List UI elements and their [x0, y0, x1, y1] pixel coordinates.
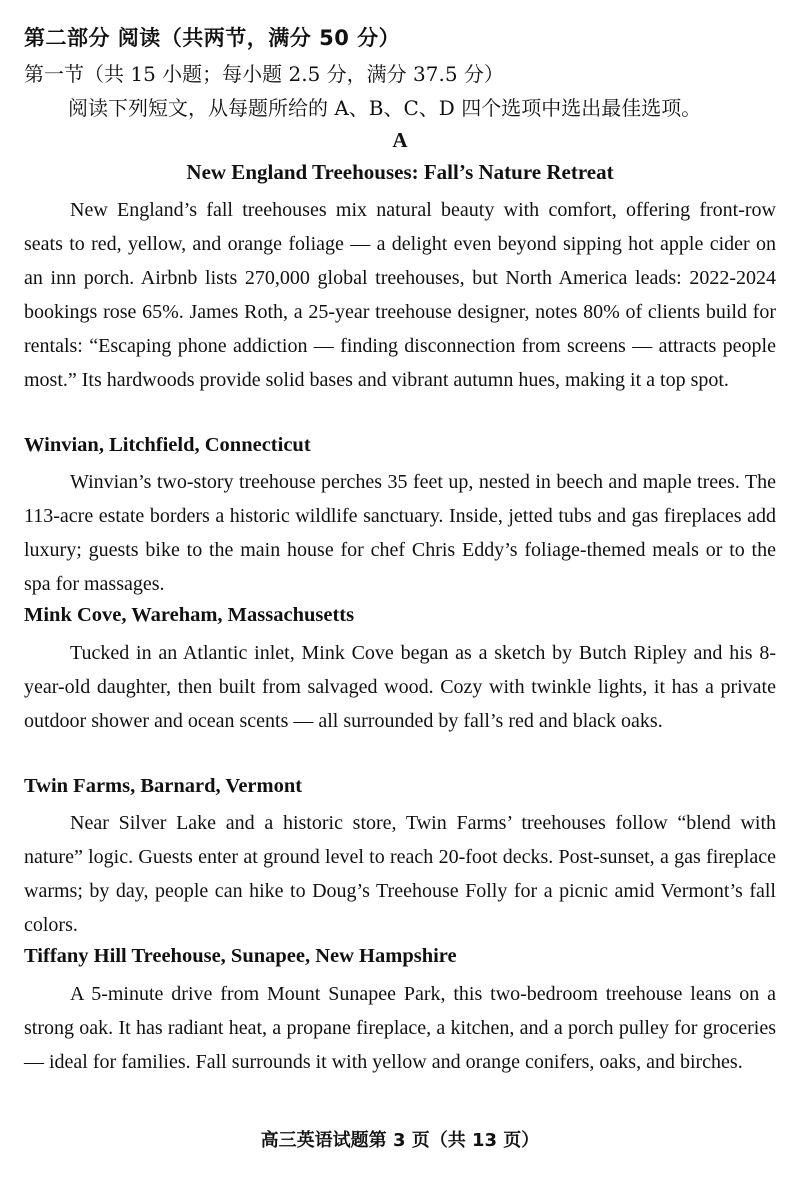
intro-paragraph: New England’s fall treehouses mix natural beauty with comfort, offering front-row seats to red, yellow, and orange foliage — a delight even beyond sipping hot apple cider on an inn porch. Airbnb lists 270,000 global treehouses, but North America leads: 2022-2024 bookings rose 65%. James Roth, a 25-year treehouse designer, notes 80% of clients build for rentals: “Escaping phone addiction — finding disconnection from screens — attracts people most.” Its hardwoods provide solid bases and vibrant autumn hues, making it a top spot. [24, 199, 776, 391]
instruction-text: 阅读下列短文，从每题所给的 A、B、C、D 四个选项中选出最佳选项。 [68, 96, 702, 120]
section-paragraph-mink-cove: Tucked in an Atlantic inlet, Mink Cove began as a sketch by Butch Ripley and his 8-year-old daughter, then built from salvaged wood. Cozy with twinkle lights, it has a private outdoor shower and ocean scents — all surrounded by fall’s red and black oaks. [24, 642, 776, 732]
passage-title: New England Treehouses: Fall’s Nature Retreat [186, 160, 614, 184]
intro-paragraph-block [24, 193, 776, 397]
section-text-block-mink-cove [24, 636, 776, 738]
section-heading-tiffany-hill: Tiffany Hill Treehouse, Sunapee, New Hampshire [24, 945, 457, 967]
section-heading-twin-farms: Twin Farms, Barnard, Vermont [24, 775, 303, 797]
section-text-block-winvian [24, 465, 776, 601]
section-heading-winvian: Winvian, Litchfield, Connecticut [24, 434, 311, 456]
passage-label: A [392, 128, 408, 152]
section-heading-mink-cove: Mink Cove, Wareham, Massachusetts [24, 604, 355, 626]
section-text-block-tiffany-hill [24, 977, 776, 1079]
part-header: 第二部分 阅读（共两节，满分 50 分） [24, 26, 401, 50]
section-text-block-twin-farms [24, 806, 776, 942]
page-footer: 高三英语试题第 3 页（共 13 页） [260, 1130, 540, 1151]
section-paragraph-winvian: Winvian’s two-story treehouse perches 35 feet up, nested in beech and maple trees. The 113-acre estate borders a historic wildlife sanctuary. Inside, jetted tubs and gas fireplaces add luxury; guests bike to the main house for chef Chris Eddy’s foliage-themed meals or to the spa for massages. [24, 471, 776, 595]
section-paragraph-tiffany-hill: A 5-minute drive from Mount Sunapee Park, this two-bedroom treehouse leans on a strong oak. It has radiant heat, a propane fireplace, a kitchen, and a porch pulley for groceries — ideal for families. Fall surrounds it with yellow and orange conifers, oaks, and birches. [24, 983, 776, 1073]
section-paragraph-twin-farms: Near Silver Lake and a historic store, Twin Farms’ treehouses follow “blend with nature” logic. Guests enter at ground level to reach 20-foot decks. Post-sunset, a gas fireplace warms; by day, people can hike to Doug’s Treehouse Folly for a picnic amid Vermont’s fall colors. [24, 812, 776, 936]
section-header: 第一节（共 15 小题；每小题 2.5 分，满分 37.5 分） [24, 62, 504, 86]
